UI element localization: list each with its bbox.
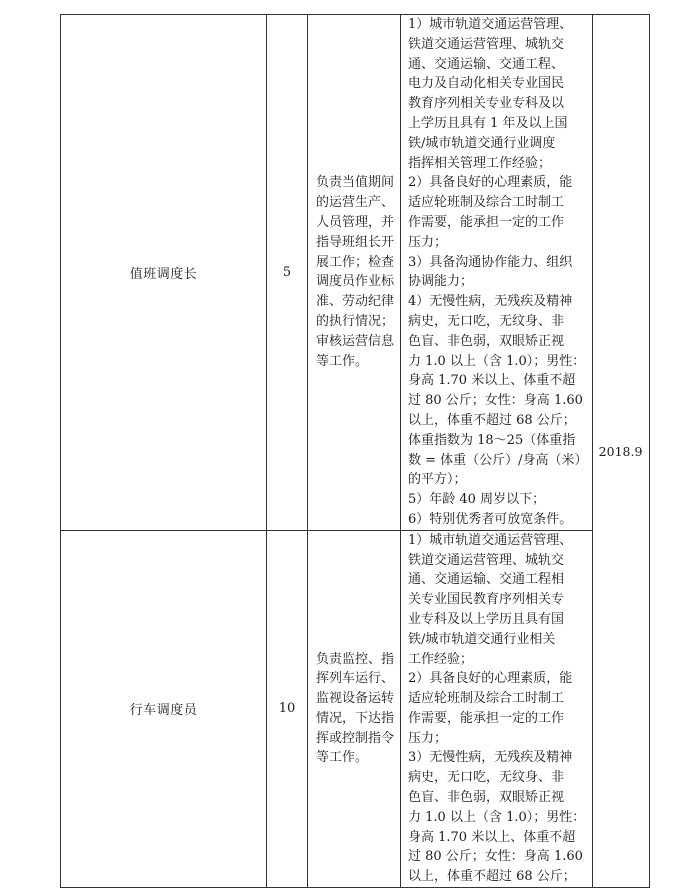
duty-line: 情况，下达指 (316, 710, 395, 726)
duty-line: 等工作。 (316, 353, 369, 369)
requirement-line: 协调能力； (408, 274, 474, 290)
position-name: 行车调度员 (129, 703, 198, 719)
requirement-line: 4）无慢性病，无残疾及精神 (408, 294, 573, 310)
requirement-line: 压力； (408, 730, 448, 746)
requirement-line: 3）具备沟通协作能力、组织 (408, 254, 573, 270)
requirement-line: 适应轮班制及综合工时制工 (408, 195, 565, 211)
requirement-line: 1）城市轨道交通运营管理、 (408, 532, 573, 548)
requirement-line: 铁道交通运营管理、城轨交 (408, 36, 565, 52)
requirement-line: 电力及自动化相关专业国民 (408, 76, 565, 92)
position-cell (61, 15, 267, 531)
requirement-line: 工作经验； (408, 651, 474, 667)
requirement-line: 压力； (408, 234, 448, 250)
requirement-line: 力 1.0 以上（含 1.0）；男性： (408, 353, 586, 369)
requirement-line: 过 80 公斤；女性：身高 1.60 (408, 393, 583, 409)
recruitment-table (60, 14, 650, 888)
date-value: 2018.9 (598, 443, 643, 459)
duty-line: 审核运营信息 (316, 333, 395, 349)
duty-line: 挥或控制指令 (316, 730, 395, 746)
requirement-line: 指挥相关管理工作经验； (408, 155, 552, 171)
duty-line: 展工作；检查 (316, 254, 395, 270)
duty-line: 等工作。 (316, 750, 369, 766)
table-row (61, 15, 650, 531)
duty-line: 负责当值期间 (316, 175, 395, 191)
requirement-line: 1）城市轨道交通运营管理、 (408, 17, 573, 32)
count-cell (267, 530, 308, 887)
requirement-line: 身高 1.70 米以上、体重不超 (408, 829, 576, 845)
requirement-line: 作需要，能承担一定的工作 (408, 710, 565, 726)
position-cell (61, 530, 267, 887)
requirement-line: 以上，体重不超过 68 公斤； (408, 869, 576, 885)
duty-line: 人员管理，并 (316, 214, 395, 230)
requirement-line: 业专科及以上学历且具有国 (408, 611, 565, 627)
requirement-line: 关专业国民教育序列相关专 (408, 592, 565, 608)
requirement-line: 的平方）； (408, 472, 467, 488)
requirement-line: 作需要，能承担一定的工作 (408, 214, 565, 230)
position-count: 10 (278, 701, 296, 717)
requirement-line: 2）具备良好的心理素质，能 (408, 175, 573, 191)
requirement-line: 2）具备良好的心理素质，能 (408, 671, 573, 687)
duty-line: 监视设备运转 (316, 691, 395, 707)
duties-text (308, 173, 400, 371)
position-name: 值班调度长 (129, 266, 198, 282)
date-cell (592, 15, 649, 888)
position-count: 5 (282, 264, 292, 280)
table-row (61, 530, 650, 887)
requirement-line: 5）年龄 40 周岁以下； (408, 492, 546, 508)
requirement-line: 体重指数为 18～25（体重指 (408, 432, 576, 448)
requirements-cell (401, 530, 593, 887)
requirement-line: 3）无慢性病，无残疾及精神 (408, 750, 573, 766)
requirement-line: 过 80 公斤；女性：身高 1.60 (408, 849, 583, 865)
requirements-text (401, 15, 592, 530)
requirement-line: 病史，无口吃，无纹身、非 (408, 770, 565, 786)
duties-text (308, 650, 400, 769)
requirement-line: 铁/城市轨道交通行业相关 (408, 631, 556, 647)
duties-cell (308, 530, 401, 887)
requirement-line: 适应轮班制及综合工时制工 (408, 691, 565, 707)
duty-line: 调度员作业标 (316, 274, 395, 290)
duty-line: 挥列车运行、 (316, 671, 395, 687)
count-cell (267, 15, 308, 531)
requirement-line: 铁/城市轨道交通行业调度 (408, 135, 556, 151)
requirements-cell (401, 15, 593, 531)
duty-line: 的运营生产、 (316, 195, 395, 211)
requirement-line: 通、交通运输、交通工程、 (408, 56, 565, 72)
duty-line: 指导班组长开 (316, 234, 395, 250)
duty-line: 负责监控、指 (316, 651, 395, 667)
requirement-line: 6）特别优秀者可放宽条件。 (408, 511, 573, 527)
requirement-line: 力 1.0 以上（含 1.0）；男性： (408, 809, 586, 825)
requirement-line: 以上，体重不超过 68 公斤； (408, 412, 576, 428)
requirement-line: 身高 1.70 米以上、体重不超 (408, 373, 576, 389)
duty-line: 准、劳动纪律 (316, 294, 395, 310)
requirement-line: 铁道交通运营管理、城轨交 (408, 552, 565, 568)
requirement-line: 通、交通运输、交通工程相 (408, 572, 565, 588)
duties-cell (308, 15, 401, 531)
requirement-line: 上学历且具有 1 年及以上国 (408, 115, 568, 131)
duty-line: 的执行情况； (316, 313, 395, 329)
requirement-line: 色盲、非色弱，双眼矫正视 (408, 790, 565, 806)
requirement-line: 病史，无口吃，无纹身、非 (408, 313, 565, 329)
requirement-line: 色盲、非色弱，双眼矫正视 (408, 333, 565, 349)
requirement-line: 教育序列相关专业专科及以 (408, 96, 565, 112)
requirements-text (401, 531, 592, 887)
requirement-line: 数 = 体重（公斤）/身高（米） (408, 452, 588, 468)
